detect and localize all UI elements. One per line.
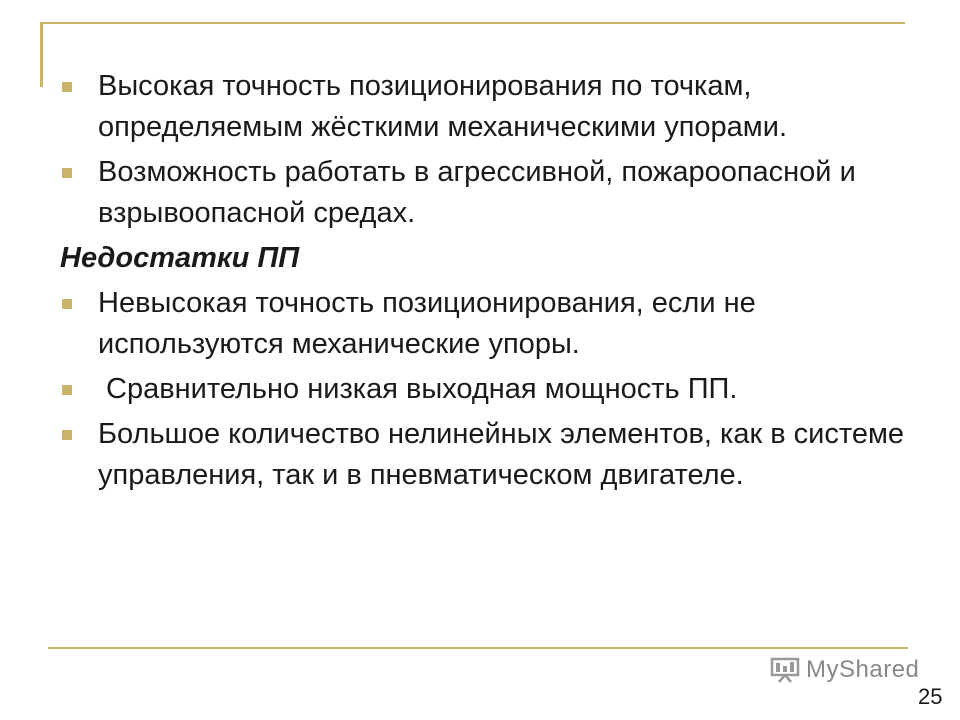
square-bullet-icon [62,82,72,92]
bullet-item [60,283,920,365]
square-bullet-icon [62,430,72,440]
square-bullet-icon [62,385,72,395]
bullet-text: Возможность работать в агрессивной, пожароопасной и взрывоопасной средах. [98,156,856,229]
myshared-logo [770,656,919,684]
square-bullet-icon [62,168,72,178]
bullet-text: Невысокая точность позиционирования, если не используются механические упоры. [98,287,756,360]
bullet-item [60,414,920,496]
logo-text: MyShared [806,656,920,683]
section-heading: Недостатки ПП [60,242,300,274]
frame-top-line [40,22,905,24]
bullet-item [60,369,920,410]
frame-bottom-line [48,647,908,649]
bullet-text: Высокая точность позиционирования по точкам, определяемым жёсткими механическими упорами. [98,70,788,143]
presentation-icon [770,657,800,683]
frame-left-line [40,22,43,87]
bullet-item [60,66,920,148]
slide-content [60,66,920,500]
bullet-item [60,152,920,234]
bullet-text: Большое количество нелинейных элементов, как в системе управления, так и в пневматическом двигателе. [98,418,905,491]
page-number: 25 [918,684,943,709]
square-bullet-icon [62,299,72,309]
bullet-text: Сравнительно низкая выходная мощность ПП. [98,373,738,405]
